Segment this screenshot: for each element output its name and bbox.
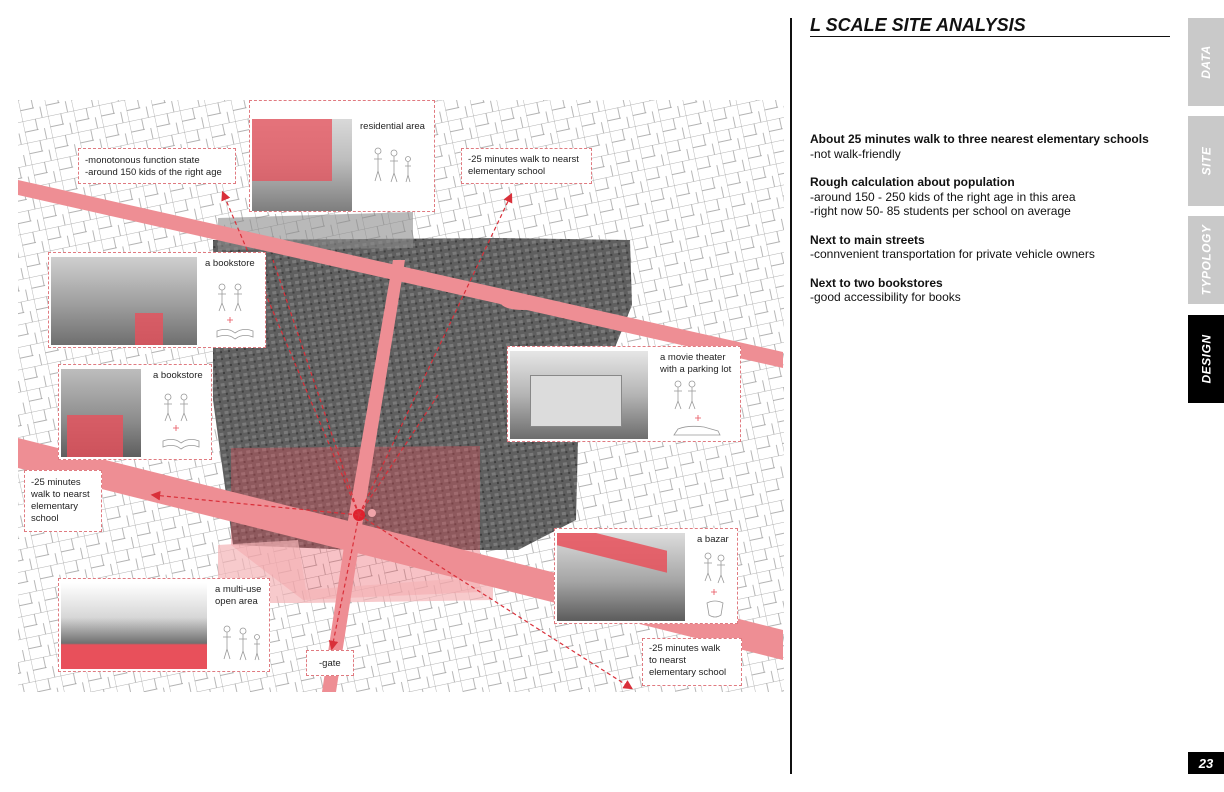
callout-bookstore-2 — [58, 364, 212, 460]
analysis-line: -around 150 - 250 kids of the right age in this area — [810, 189, 1076, 204]
tab-typology-label: TYPOLOGY — [1199, 224, 1213, 296]
school-left-line-2: walk to nearst — [31, 489, 90, 500]
bazar-label: a bazar — [697, 534, 729, 545]
analysis-line: -connvenient transportation for private vehicle owners — [810, 247, 1095, 261]
callout-monotonous-function — [78, 148, 236, 184]
school-br-line-1: -25 minutes walk — [649, 643, 721, 654]
callout-residential-area — [249, 100, 435, 212]
callout-bazar — [554, 528, 738, 624]
analysis-heading: Next to main streets — [810, 232, 925, 247]
theater-figures-icon — [668, 379, 730, 439]
monotonous-line-1: -monotonous function state — [85, 155, 200, 166]
tab-data-label: DATA — [1198, 45, 1213, 79]
monotonous-line-2: -around 150 kids of the right age — [85, 167, 222, 178]
bookstore-1-label: a bookstore — [205, 258, 255, 269]
school-top-line-1: -25 minutes walk to nearst — [468, 154, 579, 165]
tab-site-label: SITE — [1198, 146, 1213, 176]
residential-photo — [252, 119, 352, 211]
analysis-notes — [810, 132, 1180, 319]
tab-design[interactable] — [1188, 315, 1224, 403]
tab-data[interactable] — [1188, 18, 1224, 106]
tab-site[interactable] — [1188, 116, 1224, 206]
gate-label: -gate — [319, 658, 341, 669]
open-area-line-2: open area — [215, 596, 258, 607]
bookstore-1-photo — [51, 257, 197, 345]
open-area-figures-icon — [219, 623, 265, 663]
people-figures-icon — [370, 145, 416, 185]
callout-school-bottom-right — [642, 638, 742, 686]
analysis-heading: Rough calculation about population — [810, 175, 1015, 189]
analysis-block — [810, 132, 1180, 161]
callout-school-left — [24, 470, 102, 532]
callout-bookstore-1 — [48, 252, 266, 348]
analysis-heading: About 25 minutes walk to three nearest elementary schools — [810, 132, 1149, 146]
analysis-block — [810, 276, 1180, 305]
callout-movie-theater — [507, 346, 741, 442]
school-left-line-1: -25 minutes — [31, 477, 81, 488]
analysis-heading: Next to two bookstores — [810, 275, 943, 290]
school-top-line-2: elementary school — [468, 166, 546, 177]
bookstore-2-label: a bookstore — [153, 370, 203, 381]
school-left-line-4: school — [31, 513, 59, 524]
page-title: L SCALE SITE ANALYSIS — [810, 14, 1170, 37]
school-br-line-3: elementary school — [649, 667, 727, 678]
bookstore-1-figures-icon — [213, 281, 257, 341]
page-number: 23 — [1188, 752, 1224, 774]
tab-design-label: DESIGN — [1199, 334, 1214, 384]
movie-theater-line-2: with a parking lot — [660, 364, 732, 375]
tab-typology[interactable] — [1188, 216, 1224, 304]
analysis-line: -not walk-friendly — [810, 146, 901, 161]
callout-gate — [306, 650, 354, 676]
school-left-line-3: elementary — [31, 501, 78, 512]
analysis-block — [810, 175, 1180, 219]
analysis-block — [810, 233, 1180, 262]
movie-theater-photo — [510, 351, 648, 439]
bazar-photo — [557, 533, 685, 621]
bookstore-2-figures-icon — [159, 391, 203, 451]
analysis-line: -good accessibility for books — [810, 290, 961, 304]
open-area-photo — [61, 583, 207, 669]
analysis-line: -right now 50- 85 students per school on average — [810, 204, 1071, 218]
bazar-figures-icon — [699, 551, 733, 621]
school-br-line-2: to nearst — [649, 655, 686, 666]
vertical-divider — [790, 18, 792, 774]
site-map — [18, 100, 784, 692]
open-area-line-1: a multi-use — [215, 584, 262, 595]
movie-theater-line-1: a movie theater — [660, 352, 726, 363]
bookstore-2-photo — [61, 369, 141, 457]
callout-open-area — [58, 578, 270, 672]
callout-school-top — [461, 148, 592, 184]
residential-label: residential area — [360, 121, 425, 132]
